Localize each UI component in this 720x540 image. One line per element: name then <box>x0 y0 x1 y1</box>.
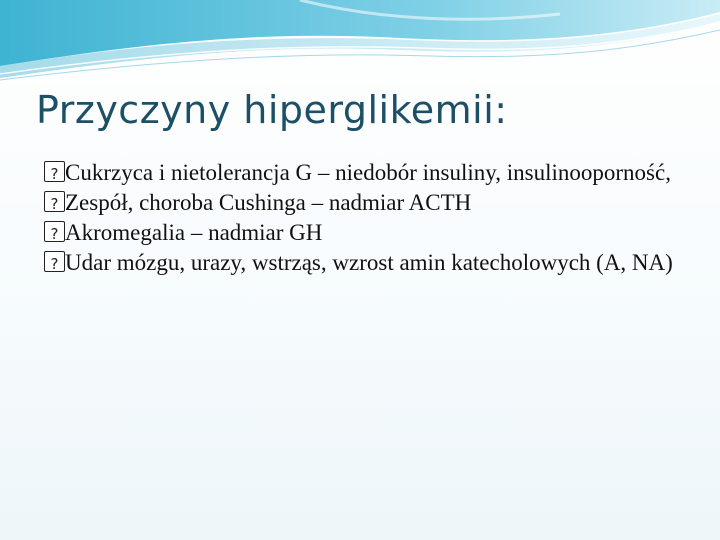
missing-glyph-box-icon <box>44 251 65 272</box>
bullet-text: Cukrzyca i nietolerancja G – niedobór insuliny, insulinooporność, <box>65 160 671 185</box>
missing-glyph-box-icon <box>44 221 65 242</box>
header-wave-decoration <box>0 0 720 90</box>
missing-glyph-box-icon <box>44 161 65 182</box>
slide-title: Przyczyny hiperglikemii: <box>36 88 508 132</box>
missing-glyph-box-icon <box>44 191 65 212</box>
bullet-item <box>44 188 684 218</box>
bullet-item <box>44 158 684 188</box>
bullet-list <box>44 158 684 278</box>
bullet-text: Akromegalia – nadmiar GH <box>65 220 323 245</box>
bullet-text: Udar mózgu, urazy, wstrząs, wzrost amin katecholowych (A, NA) <box>65 250 673 275</box>
bullet-item <box>44 218 684 248</box>
bullet-item <box>44 248 684 278</box>
bullet-text: Zespół, choroba Cushinga – nadmiar ACTH <box>65 190 472 215</box>
